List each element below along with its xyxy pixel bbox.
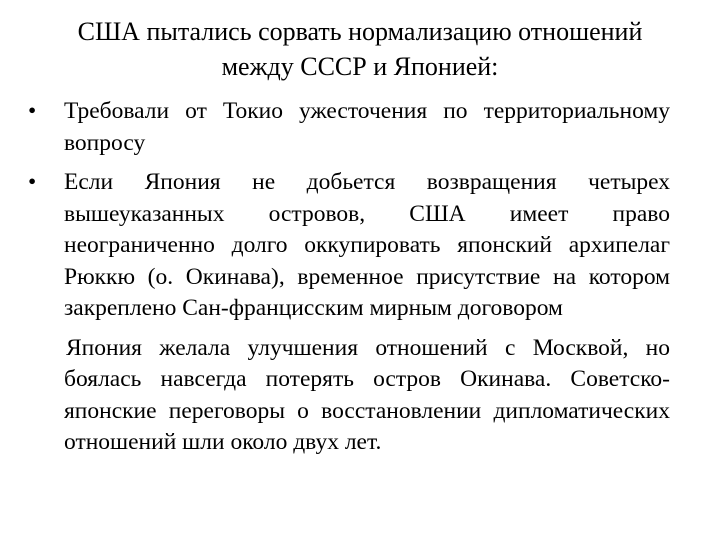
bullet-item [28, 96, 670, 159]
slide-body [28, 96, 670, 459]
title-line-2: между СССР и Японией: [221, 52, 499, 81]
bullet-text: Если Япония не добьется возвращения четырех вышеуказанных островов, США имеет право неограниченно долго оккупировать японский архипелаг Рюккю (о. Окинава), временное присутствие на котором закреплено Сан-францисским мирным договором [64, 169, 670, 321]
body-paragraph: Япония желала улучшения отношений с Москвой, но боялась навсегда потерять остров Окинава. Советско-японские переговоры о восстановлении дипломатических отношений шли около двух лет. [64, 334, 670, 455]
bullet-marker: • [28, 98, 37, 124]
bullet-text: Требовали от Токио ужесточения по территориальному вопросу [64, 98, 670, 156]
bullet-marker: • [28, 169, 37, 195]
slide-title [40, 14, 680, 84]
bullet-item [28, 167, 670, 325]
title-line-1: США пытались сорвать нормализацию отношений [77, 17, 643, 46]
